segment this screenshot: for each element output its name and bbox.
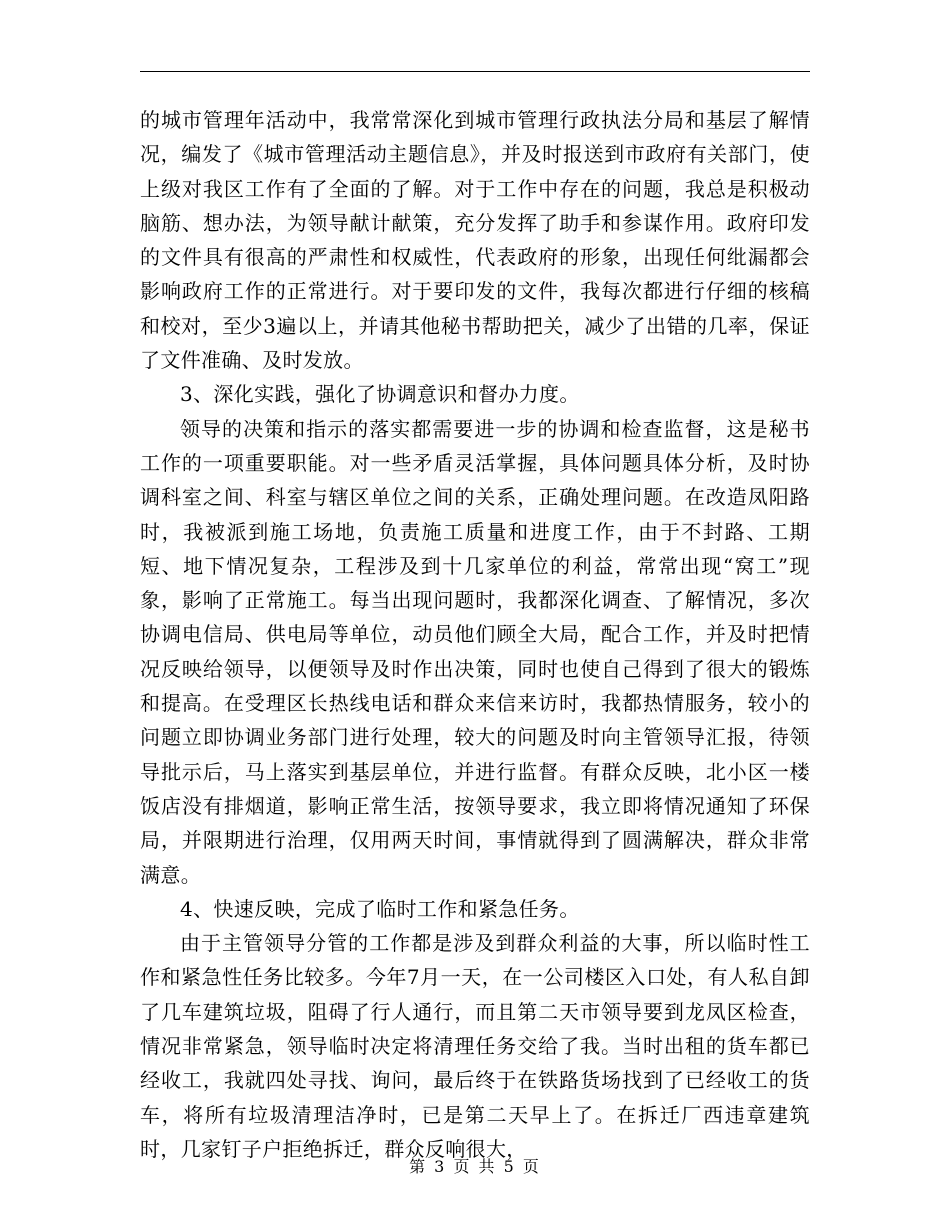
document-body bbox=[140, 103, 810, 1166]
paragraph: 领导的决策和指示的落实都需要进一步的协调和检查监督，这是秘书工作的一项重要职能。对一些矛盾灵活掌握，具体问题具体分析，及时协调科室之间、科室与辖区单位之间的关系，正确处理问题。在改造凤阳路时，我被派到施工场地，负责施工质量和进度工作，由于不封路、工期短、地下情况复杂，工程涉及到十几家单位的利益，常常出现“窝工”现象，影响了正常施工。每当出现问题时，我都深化调查、了解情况，多次协调电信局、供电局等单位，动员他们顾全大局，配合工作，并及时把情况反映给领导，以便领导及时作出决策，同时也使自己得到了很大的锻炼和提高。在受理区长热线电话和群众来信来访时，我都热情服务，较小的问题立即协调业务部门进行处理，较大的问题及时向主管领导汇报，待领导批示后，马上落实到基层单位，并进行监督。有群众反映，北小区一楼饭店没有排烟道，影响正常生活，按领导要求，我立即将情况通知了环保局，并限期进行治理，仅用两天时间，事情就得到了圆满解决，群众非常满意。 bbox=[140, 416, 810, 887]
paragraph: 的城市管理年活动中，我常常深化到城市管理行政执法分局和基层了解情况，编发了《城市管理活动主题信息》，并及时报送到市政府有关部门，使上级对我区工作有了全面的了解。对于工作中存在的问题，我总是积极动脑筋、想办法，为领导献计献策，充分发挥了助手和参谋作用。政府印发的文件具有很高的严肃性和权威性，代表政府的形象，出现任何纰漏都会影响政府工作的正常进行。对于要印发的文件，我每次都进行仔细的核稿和校对，至少3遍以上，并请其他秘书帮助把关，减少了出错的几率，保证了文件准确、及时发放。 bbox=[140, 108, 810, 373]
section-heading: 4、快速反映，完成了临时工作和紧急任务。 bbox=[180, 896, 580, 921]
paragraph: 由于主管领导分管的工作都是涉及到群众利益的大事，所以临时性工作和紧急性任务比较多。今年7月一天，在一公司楼区入口处，有人私自卸了几车建筑垃圾，阻碍了行人通行，而且第二天市领导要到龙凤区检查，情况非常紧急，领导临时决定将清理任务交给了我。当时出租的货车都已经收工，我就四处寻找、询问，最后终于在铁路货场找到了已经收工的货车，将所有垃圾清理洁净时，已是第二天早上了。在拆迁厂西违章建筑时，几家钉子户拒绝拆迁，群众反响很大， bbox=[140, 931, 810, 1161]
header-rule bbox=[140, 71, 810, 72]
page-number: 第 3 页 共 5 页 bbox=[409, 1157, 541, 1176]
section-heading: 3、深化实践，强化了协调意识和督办力度。 bbox=[180, 382, 580, 407]
